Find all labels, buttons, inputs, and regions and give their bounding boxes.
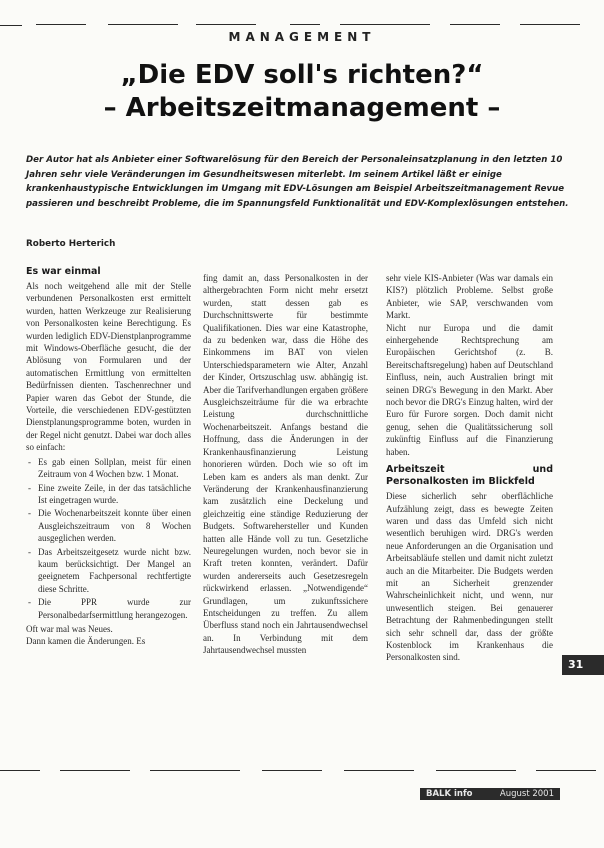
footer-bar <box>420 788 560 800</box>
footer-rule <box>536 770 596 771</box>
list-item: - Das Arbeitszeitgesetz wurde nicht bzw. kaum berücksichtigt. Der Mangel an geeignetem Fachpersonal rechtfertigte diese Schritte. <box>26 546 191 596</box>
header-rule <box>0 25 22 26</box>
header-rule <box>520 24 580 25</box>
paragraph: Oft war mal was Neues. <box>26 623 113 634</box>
footer-rule <box>262 770 322 771</box>
paragraph: sehr viele KIS-Anbieter (Was war damals ein KIS?) plötzlich Probleme. Selbst große Anbieter, wie SAP, verschwanden vom Markt. <box>386 273 553 321</box>
footer-rule <box>0 770 40 771</box>
section-heading: Arbeitszeit und Personalkosten im Blickfeld <box>386 464 553 488</box>
publication-name: BALK info <box>426 789 473 799</box>
page-number: 31 <box>562 655 604 675</box>
header-rule <box>36 24 86 25</box>
article-title-line-2: – Arbeitszeitmanagement – <box>103 93 501 123</box>
article-lead: Der Autor hat als Anbieter einer Softwarelösung für den Bereich der Personaleinsatzplanung in den letzten 10 Jahren sehr viele Veränderungen im Gesundheitswesen miterlebt. Im seinem Artikel läßt er einige krankenhaustypische Entwicklungen im Umgang mit EDV-Lösungen am Beispiel Arbeitszeitmanagement Revue passieren und beschreibt Probleme, die im Spannungsfeld Funktionalität und EDV-Komplexlösungen entstehen. <box>26 155 569 209</box>
footer-rule <box>436 770 516 771</box>
header-rule <box>108 24 178 25</box>
text-column-2 <box>203 272 368 657</box>
list-item: - Eine zweite Zeile, in der das tatsächliche Ist eingetragen wurde. <box>26 482 191 507</box>
article-title-line-1: „Die EDV soll's richten?“ <box>120 60 484 90</box>
paragraph: Dann kamen die Änderungen. Es <box>26 636 146 647</box>
section-label: MANAGEMENT <box>228 30 376 44</box>
paragraph: Diese sicherlich sehr oberflächliche Aufzählung zeigt, dass es bewegte Zeiten waren und dass das Umfeld sich nicht wesentlich beruhigen wird. DRG's werden neue Anforderungen an die Organisation und Arbeitsabläufe stellen und damit nicht zuletzt auch an die Mitarbeiter. Die Budgets werden mit an Sicherheit grenzender Wahrscheinlichkeit nicht, und wenn, nur unwesentlich steigen. Bei genauerer Betrachtung der Rahmenbedingungen stellt sich sehr schnell dar, dass der größte Kostenblock im Krankenhaus die Personalkosten sind. <box>386 491 553 663</box>
footer-rule <box>150 770 240 771</box>
header-rule <box>290 24 320 25</box>
list-item: - Die PPR wurde zur Personalbedarfsermittlung herangezogen. <box>26 596 191 621</box>
footer-rule <box>344 770 414 771</box>
header-rule <box>196 24 256 25</box>
section-heading: Es war einmal <box>26 266 101 277</box>
text-column-1 <box>26 266 191 648</box>
header-rule <box>340 24 430 25</box>
list-item: - Es gab einen Sollplan, meist für einen Zeitraum von 4 Wochen bzw. 1 Monat. <box>26 456 191 481</box>
paragraph: fing damit an, dass Personalkosten in der althergebrachten Form nicht mehr ersetzt wurden, statt dessen gab es Durchschnittswerte für bestimmte Qualifikationen. Dies war eine Katastrophe, da zu bedenken war, dass die Höhe des Einkommens im BAT von vielen Unterschiedsparametern wie Alter, Anzahl der Kinder, Ortszuschlag usw. abhängig ist. Aber die Tarifverhandlungen ergaben größere Ausgleichszeiträume für die wa erbrachte Leistung durchschnittliche Wochenarbeitszeit. Anfangs bestand die Hoffnung, dass die Änderungen in der Krankenhausfinanzierung Leistung honorieren würden. Doch wie so oft im Leben kam es anders als man denkt. Zur Veränderung der Krankenhausfinanzierung kam zusätzlich eine Deckelung und gleichzeitig eine ständige Reduzierung der Budgets. Softwarehersteller und Kunden hatten alle Hände voll zu tun. Gesetzliche Neuregelungen wurden, noch bevor sie in Kraft treten konnten, verändert. Dafür wurden andererseits auch Gesetzesregeln rückwirkend erlassen. „Notwendigende“ Grundlagen, um zukunftssichere Entscheidungen zu treffen. Zu allem Überfluss stand noch ein Jahrtausendwechsel an. In Verbindung mit dem Jahrtausendwechsel mussten <box>203 273 368 656</box>
bullet-list <box>26 456 191 621</box>
paragraph: Nicht nur Europa und die damit einhergehende Rechtsprechung am Europäischen Gerichtshof (z. B. Bereitschaftsregelung) haben auf Deutschland Einfluss, nein, auch Australien bringt mit seinen DRG's Bewegung in den Markt. Aber noch bevor die DRG's Einzug halten, wird der Euro für Furore sorgen. Doch damit nicht genug, sehen die Qualitätssicherung soll zukünftig Einfluss auf die Finanzierung haben. <box>386 322 553 457</box>
footer-rule <box>60 770 130 771</box>
paragraph: Als noch weitgehend alle mit der Stelle verbundenen Personalkosten erst ermittelt wurden, hatten Werkzeuge zur Realisierung von Personalkosten keine Berechtigung. Es wurden lediglich EDV-Dienstplanprogramme mit Windows-Oberfläche gesucht, die der Ablösung von Formularen und der automatischen Ermittlung von ermittelten Bedürfnissen dienten. Taschenrechner und Papier waren das Gebot der Stunde, die Vorteile, die verschiedenen EDV-gestützten Dienstplanungsprogramme boten, wurden in der Regel nicht genutzt. Dabei war doch alles so einfach: <box>26 281 191 453</box>
issue-date: August 2001 <box>499 789 554 799</box>
author-name: Roberto Herterich <box>26 239 116 249</box>
header-rule <box>450 24 500 25</box>
list-item: - Die Wochenarbeitszeit konnte über einen Ausgleichszeitraum von 8 Wochen ausgeglichen werden. <box>26 507 191 544</box>
text-column-3 <box>386 272 553 664</box>
